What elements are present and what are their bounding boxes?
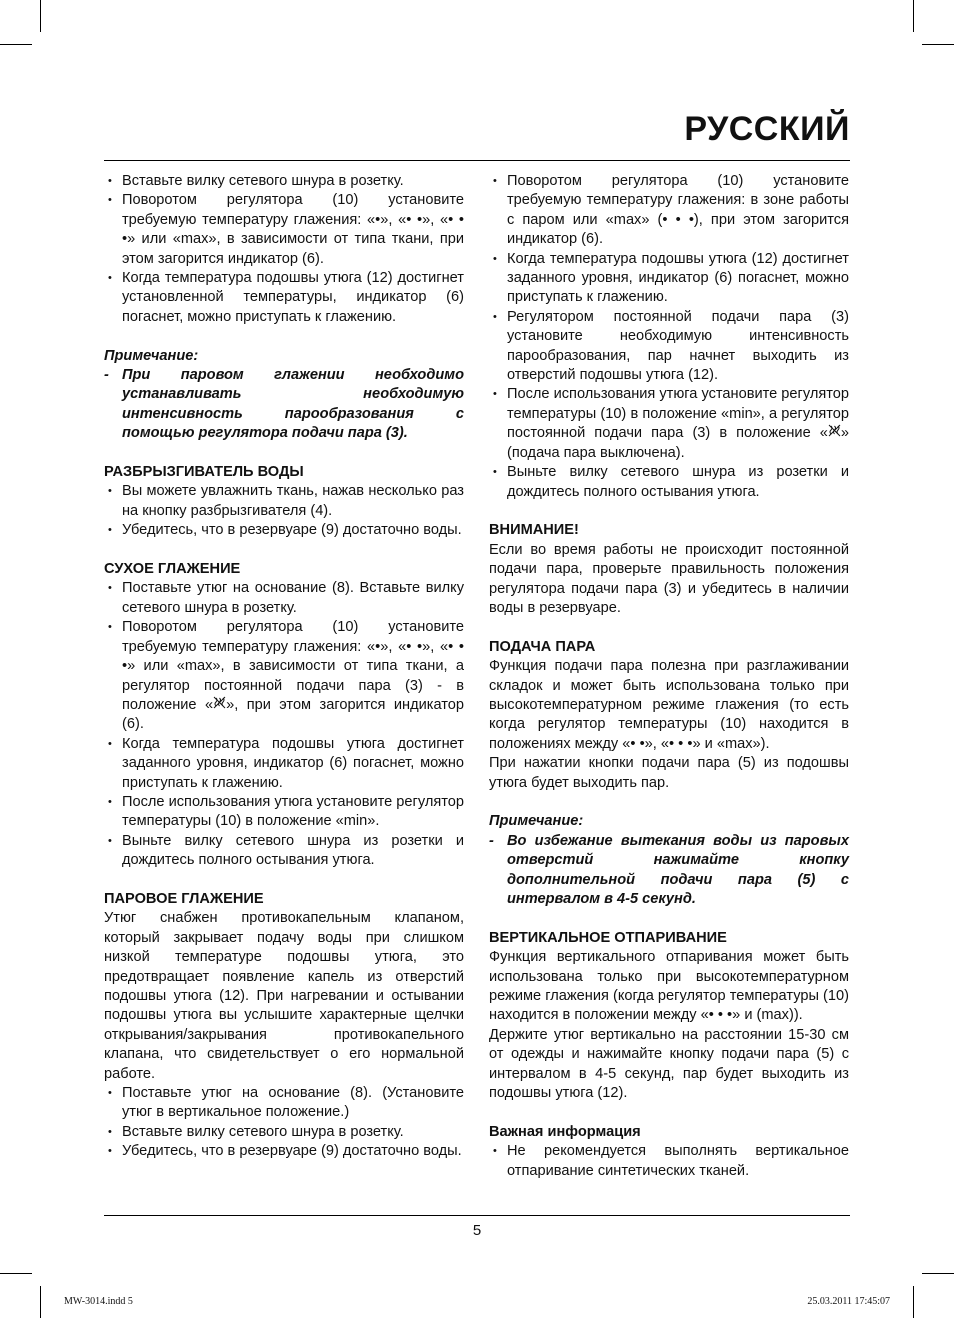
bottom-rule xyxy=(104,1215,850,1216)
steam-off-icon xyxy=(213,696,226,715)
list-item xyxy=(489,385,849,463)
note-text: - Во избежание вытекания воды из паровых отверстий нажимайте кнопку дополнительной подачи пара (5) с интервалом в 4-5 секунд. xyxy=(489,832,849,910)
list-item: • Не рекомендуется выполнять вертикальное отпаривание синтетических тканей. xyxy=(489,1142,849,1181)
list-item: • Регулятором постоянной подачи пара (3) установите необходимую интенсивность парообразования, пар начнет выходить из отверстий подошвы утюга (12). xyxy=(489,308,849,386)
steam-list xyxy=(104,1084,464,1162)
crop-mark xyxy=(0,44,32,45)
list-item: • Поставьте утюг на основание (8). Вставьте вилку сетевого шнура в розетку. xyxy=(104,579,464,618)
list-item: • Поставьте утюг на основание (8). (Установите утюг в вертикальное положение.) xyxy=(104,1084,464,1123)
list-item-text: » (подача пара выключена). xyxy=(507,425,849,461)
list-item: • Когда температура подошвы утюга достигнет заданного уровня, индикатор (6) погаснет, можно приступать к глажению. xyxy=(104,735,464,793)
crop-mark xyxy=(913,0,914,32)
warning-text: Если во время работы не происходит постоянной подачи пара, проверьте правильность положения регулятора подачи пара (3) и убедитесь в наличии воды в резервуаре. xyxy=(489,541,849,616)
list-item: • Когда температура подошвы утюга (12) достигнет установленной температуры, индикатор (6) погаснет, можно приступать к глажению. xyxy=(104,269,464,327)
list-item: • Вставьте вилку сетевого шнура в розетку. xyxy=(104,1123,464,1142)
list-item: • Вставьте вилку сетевого шнура в розетку. xyxy=(104,172,464,191)
print-slug-date: 25.03.2011 17:45:07 xyxy=(807,1296,890,1307)
page-language-heading: РУССКИЙ xyxy=(684,110,850,148)
steam-feed-paragraph: При нажатии кнопки подачи пара (5) из подошвы утюга будет выходить пар. xyxy=(489,755,849,791)
top-rule xyxy=(104,160,850,161)
list-item: • После использования утюга установите регулятор температуры (10) в положение «min». xyxy=(104,793,464,832)
right-column xyxy=(489,172,849,1181)
list-item-text: », при этом загорится индикатор (6). xyxy=(122,696,464,733)
crop-mark xyxy=(922,1273,954,1274)
list-item: • Когда температура подошвы утюга (12) достигнет заданного уровня, индикатор (6) погаснет, можно приступать к глажению. xyxy=(489,250,849,308)
crop-mark xyxy=(40,0,41,32)
list-item-text: После использования утюга установите регулятор температуры (10) в положение «min», а регулятор постоянной подачи пара (3) в положение « xyxy=(507,386,850,442)
list-item: • Убедитесь, что в резервуаре (9) достаточно воды. xyxy=(104,1142,464,1161)
dry-list xyxy=(104,579,464,870)
crop-mark xyxy=(922,44,954,45)
crop-mark xyxy=(40,1286,41,1318)
steam-feed-paragraph: Функция подачи пара полезна при разглаживании складок и может быть использована только при высокотемпературном режиме глажения (то есть когда регулятор температуры (10) находится в положениях между «• •», «• • •» и «max»). xyxy=(489,658,849,752)
note-title: Примечание: xyxy=(489,813,584,830)
vertical-paragraph: Держите утюг вертикально на расстоянии 15-30 см от одежды и нажимайте кнопку подачи пара (5) с интервалом в 4-5 секунд, пар будет выходить из подошвы утюга (12). xyxy=(489,1026,849,1102)
steam-off-icon xyxy=(828,424,841,443)
page-number: 5 xyxy=(472,1222,482,1239)
crop-mark xyxy=(913,1286,914,1318)
vertical-paragraph: Функция вертикального отпаривания может быть использована только при высокотемпературном режиме глажения (когда регулятор температуры (10) находится в положении между «• • •» и (max)). xyxy=(489,949,849,1024)
list-item xyxy=(104,618,464,734)
note-text: - При паровом глажении необходимо устанавливать необходимую интенсивность парообразования с помощью регулятора подачи пара (3). xyxy=(104,366,464,444)
print-slug-file: MW-3014.indd 5 xyxy=(64,1296,133,1307)
left-column xyxy=(104,172,464,1162)
list-item: • Выньте вилку сетевого шнура из розетки и дождитесь полного остывания утюга. xyxy=(489,463,849,502)
section-title-warning: ВНИМАНИЕ! xyxy=(489,522,579,539)
steam-steps-list xyxy=(489,172,849,502)
section-title-vertical: ВЕРТИКАЛЬНОЕ ОТПАРИВАНИЕ xyxy=(489,929,727,946)
section-title-steam: ПАРОВОЕ ГЛАЖЕНИЕ xyxy=(104,890,264,907)
note-title: Примечание: xyxy=(104,347,199,364)
section-title-dry: СУХОЕ ГЛАЖЕНИЕ xyxy=(104,561,241,578)
list-item: • Вы можете увлажнить ткань, нажав несколько раз на кнопку разбрызгивателя (4). xyxy=(104,482,464,521)
list-item: • Выньте вилку сетевого шнура из розетки и дождитесь полного остывания утюга. xyxy=(104,832,464,871)
section-title-steam-feed: ПОДАЧА ПАРА xyxy=(489,638,596,655)
list-item-text: Поворотом регулятора (10) установите требуемую температуру глажения: «•», «• •», «• • •» или «max», в зависимости от типа ткани, а регулятор постоянной подачи пара (3) - в положение « xyxy=(122,619,464,713)
list-item: • Поворотом регулятора (10) установите требуемую температуру глажения: «•», «• •», «• • •» или «max», в зависимости от типа ткани, при этом загорится индикатор (6). xyxy=(104,191,464,269)
list-item: • Убедитесь, что в резервуаре (9) достаточно воды. xyxy=(104,521,464,540)
steam-paragraph: Утюг снабжен противокапельным клапаном, который закрывает подачу воды при слишком низкой температуре подошвы утюга, это предотвращает появление капель из отверстий подошвы утюга (12). При нагревании и остывании подошвы утюга вы услышите характерные щелчки открывания/закрывания противокапельного клапана, что свидетельствует о его нормальной работе. xyxy=(104,910,464,1082)
spray-list xyxy=(104,482,464,540)
section-title-spray: РАЗБРЫЗГИВАТЕЛЬ ВОДЫ xyxy=(104,464,304,481)
important-list xyxy=(489,1142,849,1181)
section-title-important: Важная информация xyxy=(489,1123,641,1140)
crop-mark xyxy=(0,1273,32,1274)
list-item: • Поворотом регулятора (10) установите требуемую температуру глажения: в зоне работы с паром или «max» (• • •), при этом загорится индикатор (6). xyxy=(489,172,849,250)
intro-list xyxy=(104,172,464,327)
